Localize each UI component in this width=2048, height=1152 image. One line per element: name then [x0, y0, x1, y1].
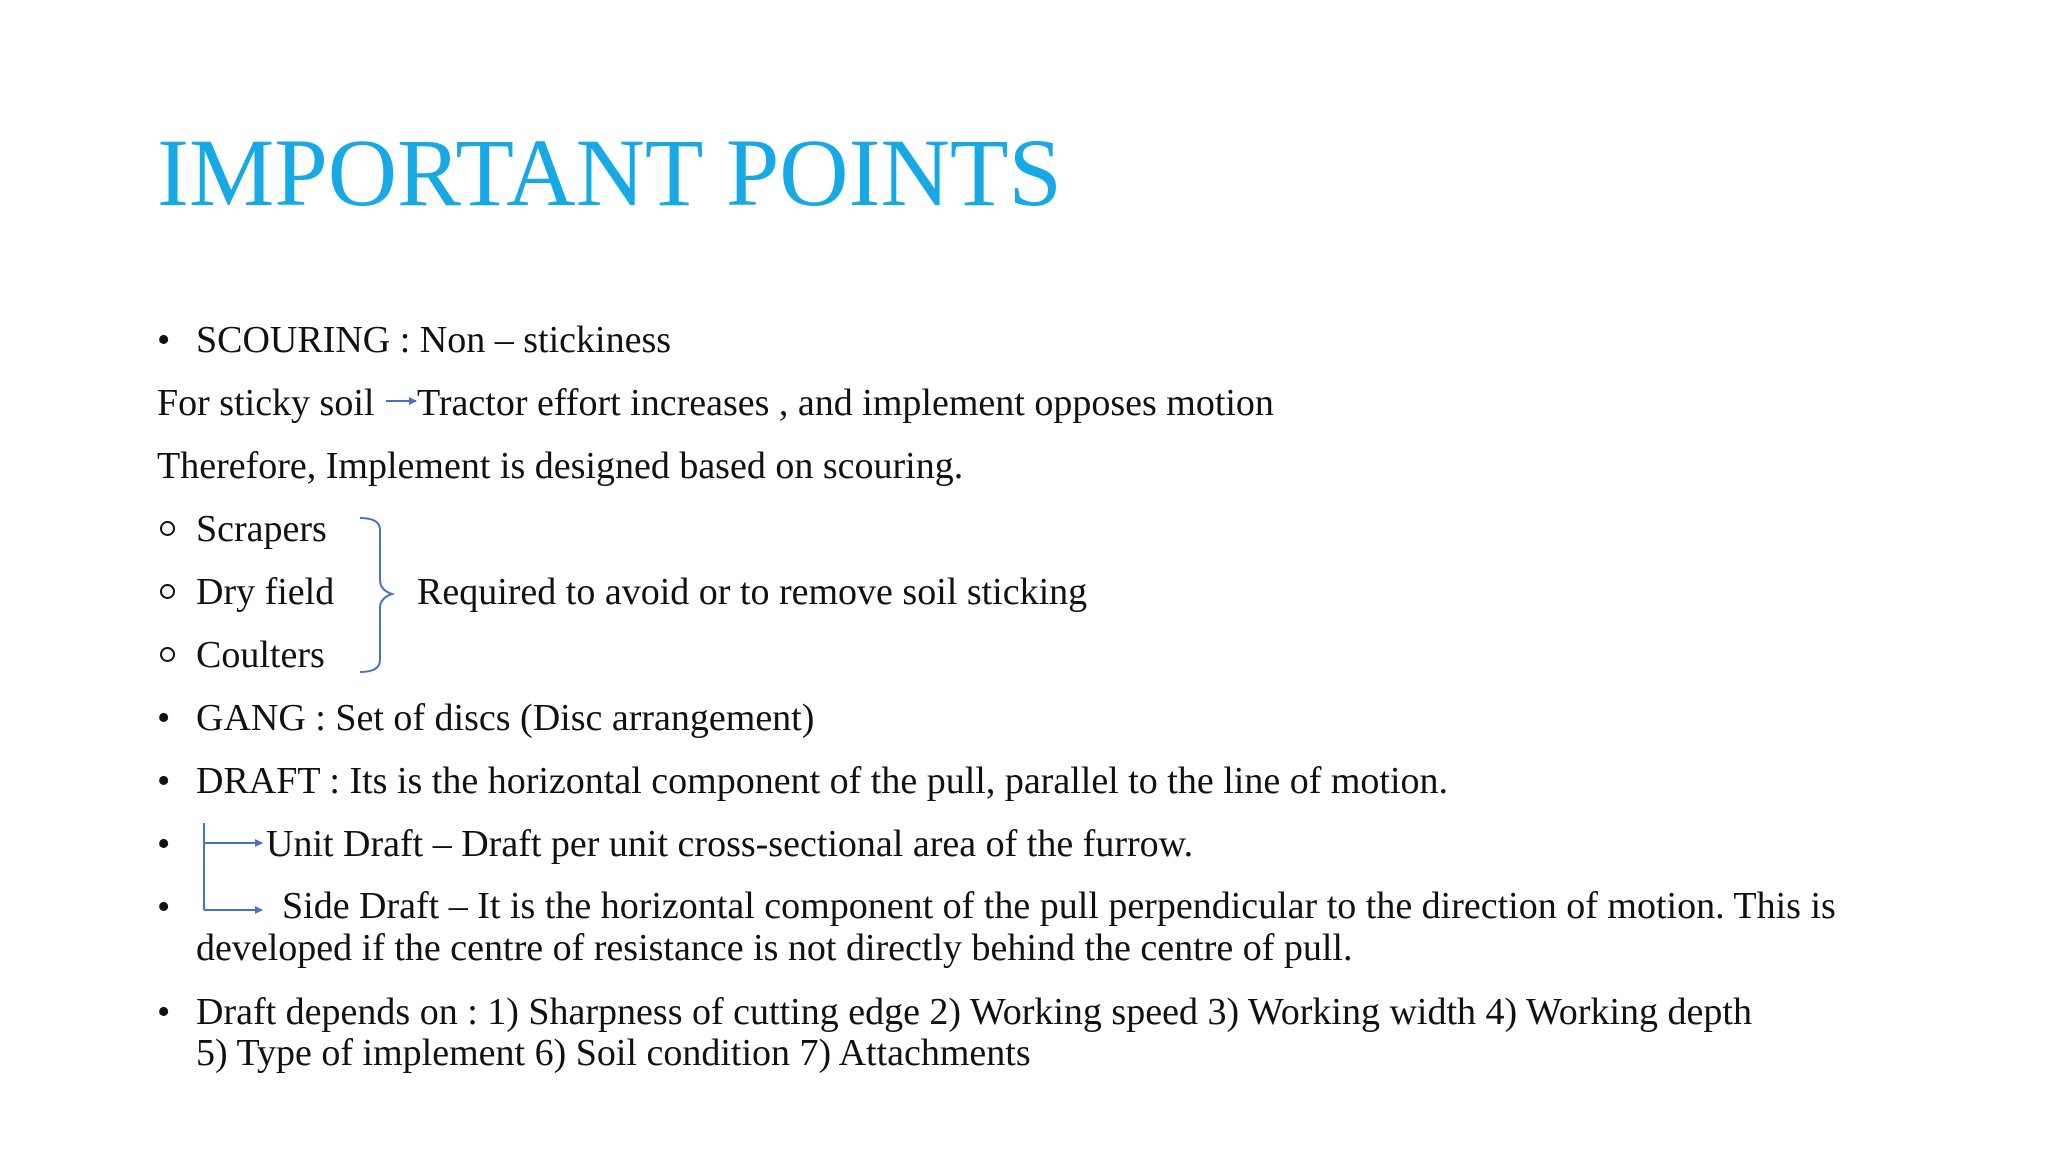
bullet-marker: •: [157, 697, 171, 739]
unit-draft-text: Unit Draft – Draft per unit cross-sectional area of the furrow.: [266, 823, 1194, 865]
sub-item-dry-field: Dry field: [196, 571, 335, 613]
bullet-marker: •: [157, 760, 171, 802]
slide-title: IMPORTANT POINTS: [157, 119, 1062, 226]
draft-depends-line-1: Draft depends on : 1) Sharpness of cutting edge 2) Working speed 3) Working width 4) Working depth: [196, 991, 1752, 1033]
draft-text: DRAFT : Its is the horizontal component of the pull, parallel to the line of motion.: [196, 760, 1449, 802]
bullet-marker: •: [157, 991, 171, 1033]
sticky-soil-text: For sticky soil: [157, 382, 375, 424]
gang-text: GANG : Set of discs (Disc arrangement): [196, 697, 815, 739]
sub-item-scrapers: Scrapers: [196, 508, 327, 550]
therefore-text: Therefore, Implement is designed based on scouring.: [157, 445, 964, 487]
tractor-effort-text: Tractor effort increases , and implement opposes motion: [417, 382, 1274, 424]
bullet-marker: •: [157, 823, 171, 865]
side-draft-line-2: developed if the centre of resistance is not directly behind the centre of pull.: [196, 927, 1353, 969]
side-draft-line-1: Side Draft – It is the horizontal component of the pull perpendicular to the direction of motion. This is: [282, 885, 1836, 927]
bracket-note-text: Required to avoid or to remove soil sticking: [417, 571, 1088, 613]
circle-bullet: [160, 647, 175, 662]
circle-bullet: [160, 521, 175, 536]
bullet-marker: •: [157, 886, 171, 928]
sub-item-coulters: Coulters: [196, 634, 325, 676]
bracket-icon: [360, 518, 392, 672]
circle-bullet: [160, 584, 175, 599]
draft-depends-line-2: 5) Type of implement 6) Soil condition 7) Attachments: [196, 1032, 1031, 1074]
bullet-marker: •: [157, 319, 171, 361]
scouring-text: SCOURING : Non – stickiness: [196, 319, 672, 361]
